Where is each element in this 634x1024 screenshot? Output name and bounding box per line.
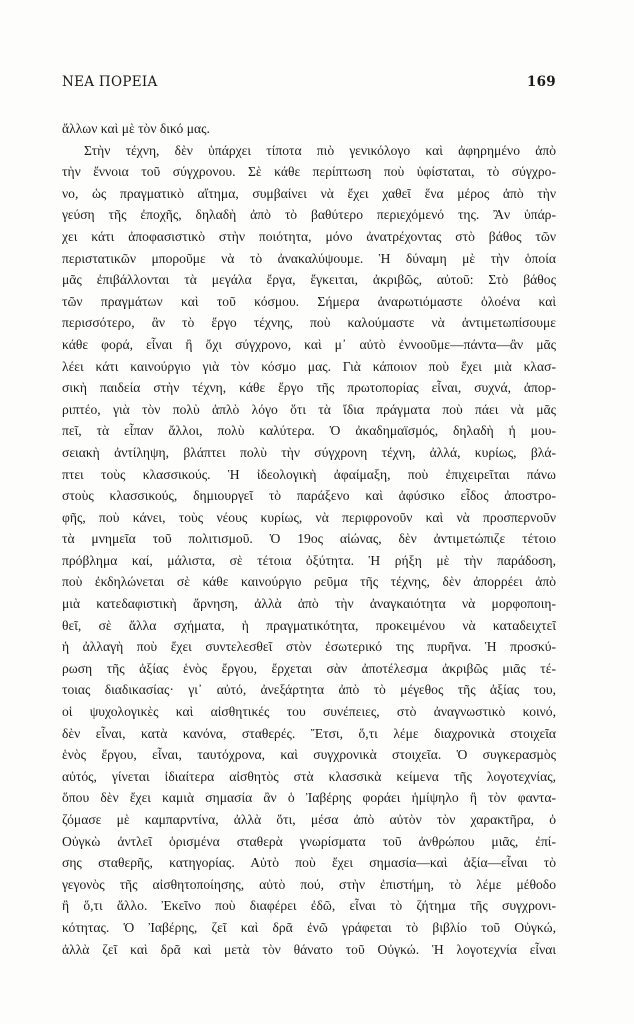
text-line: πρόβλημα καί, μάλιστα, σὲ τέτοια ὀξύτητα. Ἡ ρήξη μὲ τὴν παράδοση, <box>62 552 556 568</box>
text-line: κάθε φορά, εἶναι ἢ ὄχι σύγχρονο, καὶ μ᾿ αὐτὸ ἐννοοῦμε—πάντα—ἂν μᾶς <box>62 336 556 352</box>
text-line: γεύση τῆς ἐποχῆς, δηλαδὴ ἀπὸ τὸ βαθύτερο περιεχόμενό της. Ἂν ὑπάρ- <box>62 207 556 223</box>
text-line: Στὴν τέχνη, δὲν ὑπάρχει τίποτα πιὸ γενικόλογο καὶ ἀφηρημένο ἀπὸ <box>84 142 556 158</box>
text-line: σικὴ παιδεία στὴν τέχνη, κάθε ἔργο τῆς πρωτοπορίας εἶναι, συχνά, ἀπορ- <box>62 380 556 396</box>
text-line: ριπτέο, γιὰ τὸν πολὺ ἁπλὸ λόγο ὅτι τὰ ἴδια πράγματα ποὺ πάει νὰ μᾶς <box>62 401 556 417</box>
text-line: πτει τοὺς κλασσικούς. Ἡ ἰδεολογικὴ ἀφαίμαξη, ποὺ ἐπιχειρεῖται πάνω <box>62 466 556 482</box>
text-line: τῶν πραγμάτων καὶ τοῦ κόσμου. Σήμερα ἀναρωτιόμαστε ὁλοένα καὶ <box>62 293 556 309</box>
text-line: πεῖ, τὰ εἶπαν ἄλλοι, πολὺ καλύτερα. Ὁ ἀκαδημαϊσμός, δηλαδὴ ἡ μου- <box>62 423 556 439</box>
text-line: τὰ μνημεῖα τοῦ πολιτισμοῦ. Ὁ 19ος αἰώνας, δὲν ἀντιμετώπιζε τέτοιο <box>62 531 556 547</box>
text-line: περισσότερο, ἂν τὸ ἔργο τέχνης, ποὺ καλούμαστε νὰ ἀντιμετωπίσουμε <box>62 315 556 331</box>
text-line: γεγονὸς τῆς αἰσθητοποίησης, αὐτὸ πού, στὴν ἐπιστήμη, τὸ λέμε μέθοδο <box>62 876 556 892</box>
text-line: φῆς, ποὺ κάνει, τοὺς νέους κυρίως, νὰ περιφρονοῦν καὶ νὰ προσπερνοῦν <box>62 509 556 525</box>
text-line: ρωση τῆς ἀξίας ἑνὸς ἔργου, ἔρχεται σὰν ἀποτέλεσμα ἀκριβῶς μιᾶς τέ- <box>62 660 556 676</box>
text-line: τὴν ἔννοια τοῦ σύγχρονου. Σὲ κάθε περίπτωση ποὺ ὑφίσταται, τὸ σύγχρο- <box>62 164 556 180</box>
text-line: θεῖ, σὲ ἄλλα σχήματα, ἡ πραγματικότητα, προκειμένου νὰ καταδειχτεῖ <box>62 617 556 633</box>
running-header <box>62 74 556 90</box>
text-line: νο, ὡς πραγματικὸ αἴτημα, συμβαίνει νὰ ἔχει χαθεῖ ἕνα μέρος ἀπὸ τὴν <box>62 185 556 201</box>
text-line: σης σταθερῆς, κατηγορίας. Αὐτὸ ποὺ ἔχει σημασία—καὶ ἀξία—εἶναι τὸ <box>62 855 556 871</box>
text-line: κότητας. Ὁ Ἰαβέρης, ζεῖ καὶ δρᾶ ἐνῶ γράφεται τὸ βιβλίο τοῦ Οὐγκώ, <box>62 919 556 935</box>
text-line: αὐτός, γίνεται ἰδιαίτερα αἰσθητὸς στὰ κλασσικὰ κείμενα τῆς λογοτεχνίας, <box>62 768 556 784</box>
text-line: μιὰ κατεδαφιστικὴ ἄρνηση, ἀλλὰ ἀπὸ τὴν ἀναγκαιότητα νὰ μορφοποιη- <box>62 596 556 612</box>
text-line: ἡ ἀλλαγὴ ποὺ ἔχει συντελεσθεῖ στὸν ἐσωτερικό της πυρῆνα. Ἡ προσκύ- <box>62 639 556 655</box>
text-line: σειακὴ ἀντίληψη, βλάπτει πολὺ τὴν σύγχρονη τέχνη, ἀλλά, κυρίως, βλά- <box>62 444 556 460</box>
text-line: λέει κάτι καινούργιο γιὰ τὸν κόσμο μας. Γιὰ κάποιον ποὺ ἔχει μιὰ κλασ- <box>62 358 556 374</box>
text-line: Οὐγκὼ ἀντλεῖ ὁρισμένα σταθερὰ γνωρίσματα τοῦ ἀνθρώπου μιᾶς, ἐπί- <box>62 833 556 849</box>
text-line: στοὺς κλασσικούς, δημιουργεῖ τὸ παράξενο καὶ ἀφύσικο εἶδος ἀποστρο- <box>62 488 556 504</box>
text-line: ἑνὸς ἔργου, εἶναι, ταυτόχρονα, καὶ συγχρονικὰ στοιχεῖα. Ὁ συγκερασμὸς <box>62 747 556 763</box>
body-text <box>62 118 556 960</box>
page-number: 169 <box>526 74 556 90</box>
text-line: ἄλλων καὶ μὲ τὸν δικό μας. <box>62 121 210 136</box>
text-line: ποὺ ἐκδηλώνεται σὲ κάθε καινούργιο ρεῦμα τῆς τέχνης, δὲν ἀπορρέει ἀπὸ <box>62 574 556 590</box>
text-line: δὲν εἶναι, κατὰ κανόνα, σταθερές. Ἔτσι, ὅ,τι λέμε διαχρονικὰ στοιχεῖα <box>62 725 556 741</box>
text-line: ζόμασε μὲ καμπαρντίνα, ἀλλὰ ὅτι, μέσα ἀπὸ αὐτὸν τὸν χαρακτῆρα, ὁ <box>62 812 556 827</box>
text-line: ἢ ὅ,τι ἄλλο. Ἐκεῖνο ποὺ διαφέρει ἐδῶ, εἶναι τὸ ζήτημα τῆς συγχρονι- <box>62 898 556 914</box>
text-line: χει κάτι ἀποφασιστικὸ στὴν ποιότητα, μόνο ἀνατρέχοντας στὸ βάθος τῶν <box>62 228 556 244</box>
journal-title: ΝΕΑ ΠΟΡΕΙΑ <box>62 74 158 90</box>
text-line: τοιας διαδικασίας· γι᾿ αὐτό, ἀνεξάρτητα ἀπὸ τὸ μέγεθος τῆς ἀξίας του, <box>62 682 556 698</box>
text-line: μᾶς ἐπιβάλλονται τὰ μεγάλα ἔργα, ἔγκειται, ἀκριβῶς, αὐτοῦ: Στὸ βάθος <box>62 272 556 288</box>
text-line: οἱ ψυχολογικὲς καὶ αἰσθητικές του συνέπειες, στὸ ἀναγνωστικὸ κοινό, <box>62 704 556 720</box>
text-line: ἀλλὰ ζεῖ καὶ δρᾶ καὶ μετὰ τὸν θάνατο τοῦ Οὐγκώ. Ἡ λογοτεχνία εἶναι <box>62 941 556 957</box>
text-line: ὅπου δὲν ἔχει καμιὰ σημασία ἂν ὁ Ἰαβέρης φοράει ἡμίψηλο ἢ τὸν φαντα- <box>62 790 556 806</box>
text-line: περιστατικῶν μποροῦμε νὰ τὸ ἀνακαλύψουμε. Ἡ δύναμη μὲ τὴν ὁποία <box>62 250 556 266</box>
